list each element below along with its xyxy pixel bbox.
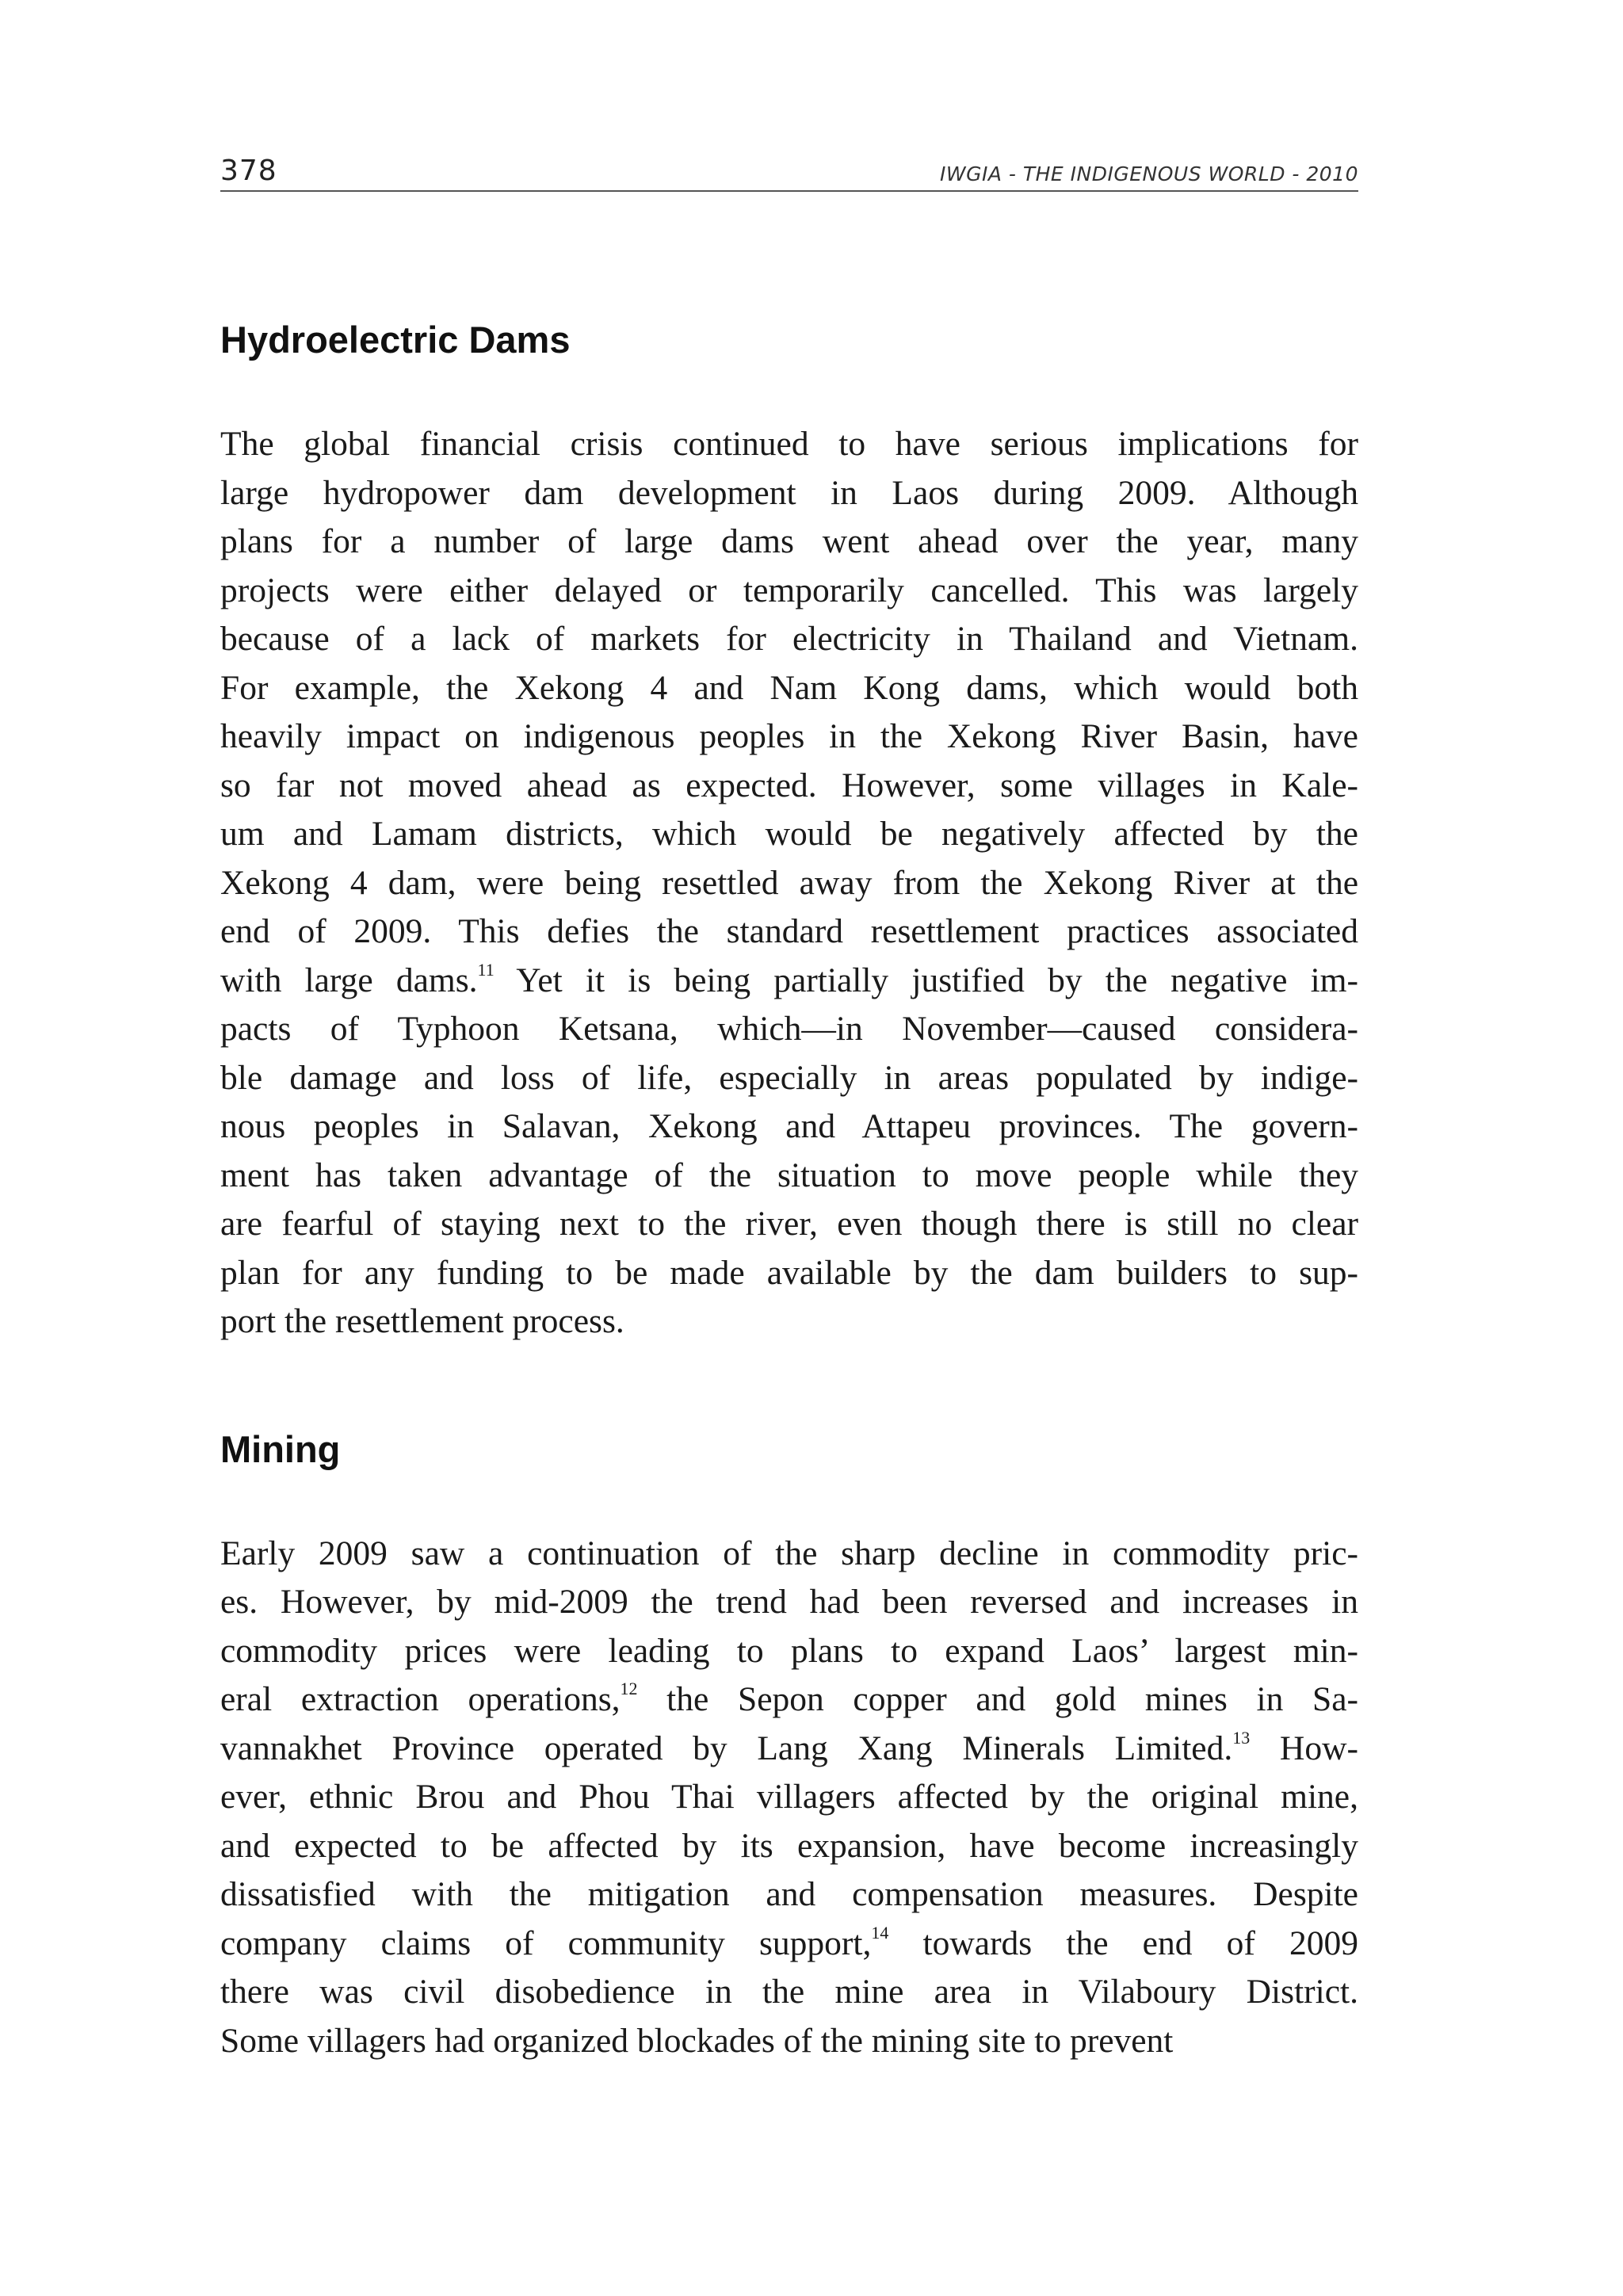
paragraph-hydroelectric-dams — [220, 420, 1358, 1347]
page-number: 378 — [220, 155, 277, 187]
section-heading-mining: Mining — [220, 1427, 341, 1470]
running-header — [220, 149, 1358, 192]
section-heading-hydroelectric-dams: Hydroelectric Dams — [220, 319, 571, 361]
text-line: es. However, by mid-2009 the trend had been reversed and increases in — [220, 1583, 1358, 1621]
text-line: ment has taken advantage of the situation to move people while they — [220, 1156, 1358, 1194]
text-line: plans for a number of large dams went ahead over the year, many — [220, 522, 1358, 560]
line-text: the Sepon copper and gold mines in Sa- — [637, 1680, 1358, 1718]
line-text: How- — [1250, 1729, 1358, 1767]
text-line: there was civil disobedience in the mine area in Vilaboury District. — [220, 1973, 1358, 2011]
line-text: Yet it is being partially justified by the negative im- — [494, 961, 1358, 999]
document-page — [220, 149, 1358, 2065]
text-line: The global financial crisis continued to have serious implications for — [220, 425, 1358, 463]
line-text: vannakhet Province operated by Lang Xang Minerals Limited. — [220, 1729, 1233, 1767]
text-line: For example, the Xekong 4 and Nam Kong dams, which would both — [220, 668, 1358, 707]
text-line: are fearful of staying next to the river, even though there is still no clear — [220, 1205, 1358, 1243]
text-line: end of 2009. This defies the standard resettlement practices associated — [220, 912, 1358, 950]
text-line — [220, 1725, 1358, 1774]
text-line — [220, 957, 1358, 1006]
footnote-marker: 13 — [1232, 1727, 1251, 1748]
footnote-marker: 11 — [477, 959, 495, 980]
line-text: with large dams. — [220, 961, 478, 999]
text-line: so far not moved ahead as expected. However, some villages in Kale- — [220, 766, 1358, 804]
text-line: dissatisfied with the mitigation and compensation measures. Despite — [220, 1875, 1358, 1913]
text-line: large hydropower dam development in Laos during 2009. Although — [220, 473, 1358, 512]
text-line: heavily impact on indigenous peoples in the Xekong River Basin, have — [220, 717, 1358, 755]
text-line: because of a lack of markets for electricity in Thailand and Vietnam. — [220, 620, 1358, 658]
text-line: ble damage and loss of life, especially in areas populated by indige- — [220, 1058, 1358, 1097]
text-line: ever, ethnic Brou and Phou Thai villagers affected by the original mine, — [220, 1778, 1358, 1816]
text-line — [220, 1920, 1358, 1969]
paragraph-mining — [220, 1530, 1358, 2066]
text-line — [220, 1675, 1358, 1725]
running-title: IWGIA - THE INDIGENOUS WORLD - 2010 — [939, 162, 1358, 185]
text-line: nous peoples in Salavan, Xekong and Attapeu provinces. The govern- — [220, 1107, 1358, 1145]
text-line: commodity prices were leading to plans to expand Laos’ largest min- — [220, 1631, 1358, 1670]
text-line: pacts of Typhoon Ketsana, which—in November—caused considera- — [220, 1010, 1358, 1048]
line-text: towards the end of 2009 — [888, 1924, 1358, 1962]
text-line: and expected to be affected by its expansion, have become increasingly — [220, 1826, 1358, 1865]
text-line: projects were either delayed or temporarily cancelled. This was largely — [220, 571, 1358, 609]
text-line: Early 2009 saw a continuation of the sharp decline in commodity pric- — [220, 1534, 1358, 1572]
text-line: Some villagers had organized blockades of the mining site to prevent — [220, 2021, 1174, 2060]
text-line: plan for any funding to be made available by the dam builders to sup- — [220, 1253, 1358, 1292]
text-line: Xekong 4 dam, were being resettled away from the Xekong River at the — [220, 863, 1358, 902]
footnote-marker: 14 — [871, 1922, 889, 1943]
text-line: um and Lamam districts, which would be negatively affected by the — [220, 815, 1358, 853]
line-text: eral extraction operations, — [220, 1680, 621, 1718]
footnote-marker: 12 — [620, 1679, 638, 1698]
line-text: company claims of community support, — [220, 1924, 872, 1962]
text-line: port the resettlement process. — [220, 1302, 624, 1340]
